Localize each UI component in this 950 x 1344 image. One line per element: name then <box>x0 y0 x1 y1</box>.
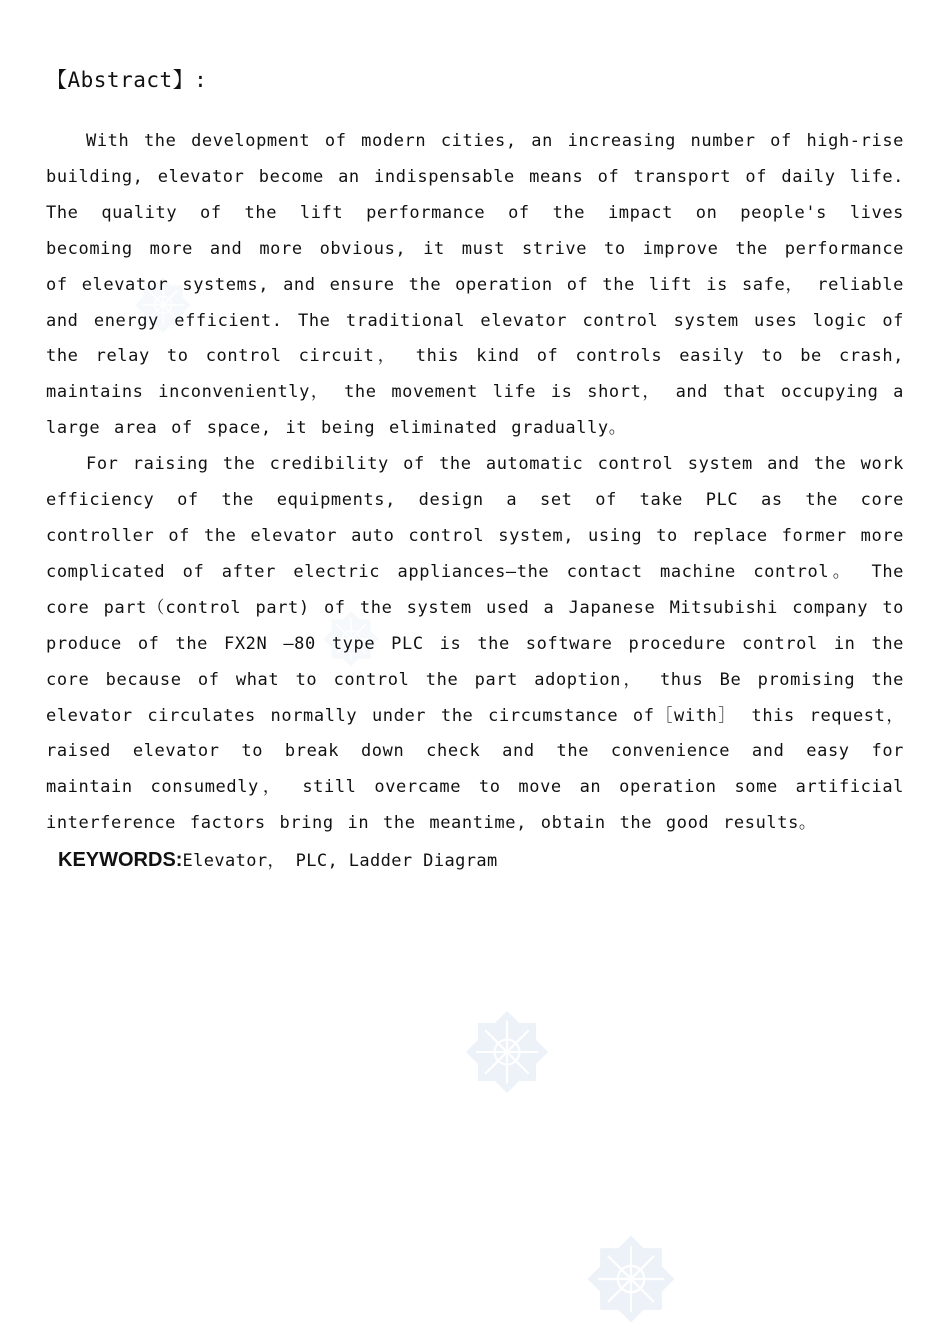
watermark-flower-icon <box>576 1224 686 1334</box>
keywords-line <box>58 843 498 878</box>
abstract-body <box>46 124 904 842</box>
watermark-flower-icon <box>455 1000 559 1104</box>
abstract-heading: 【Abstract】: <box>46 68 208 92</box>
keywords-label: KEYWORDS: <box>58 849 183 871</box>
abstract-paragraph: With the development of modern cities, an increasing number of high-rise building, elevator become an indispensable means of transport of daily life. The quality of the lift performance of the impact on people's lives becoming more and more obvious, it must strive to improve the performance of elevator systems, and ensure the operation of the lift is safe， reliable and energy efficient. The traditional elevator control system uses logic of the relay to control circuit， this kind of controls easily to be crash, maintains inconveniently， the movement life is short， and that occupying a large area of space, it being eliminated gradually。 <box>46 131 904 439</box>
abstract-paragraph: For raising the credibility of the automatic control system and the work efficiency of the equipments, design a set of take PLC as the core controller of the elevator auto control system, using to replace former more complicated of after electric appliances—the contact machine control。 The core part（control part) of the system used a Japanese Mitsubishi company to produce of the FX2N —80 type PLC is the software procedure control in the core because of what to control the part adoption， thus Be promising the elevator circulates normally under the circumstance of［with］ this request， raised elevator to break down check and the convenience and easy for maintain consumedly， still overcame to move an operation some artificial interference factors bring in the meantime, obtain the good results。 <box>46 454 904 834</box>
keywords-value: Elevator， PLC, Ladder Diagram <box>182 851 498 871</box>
